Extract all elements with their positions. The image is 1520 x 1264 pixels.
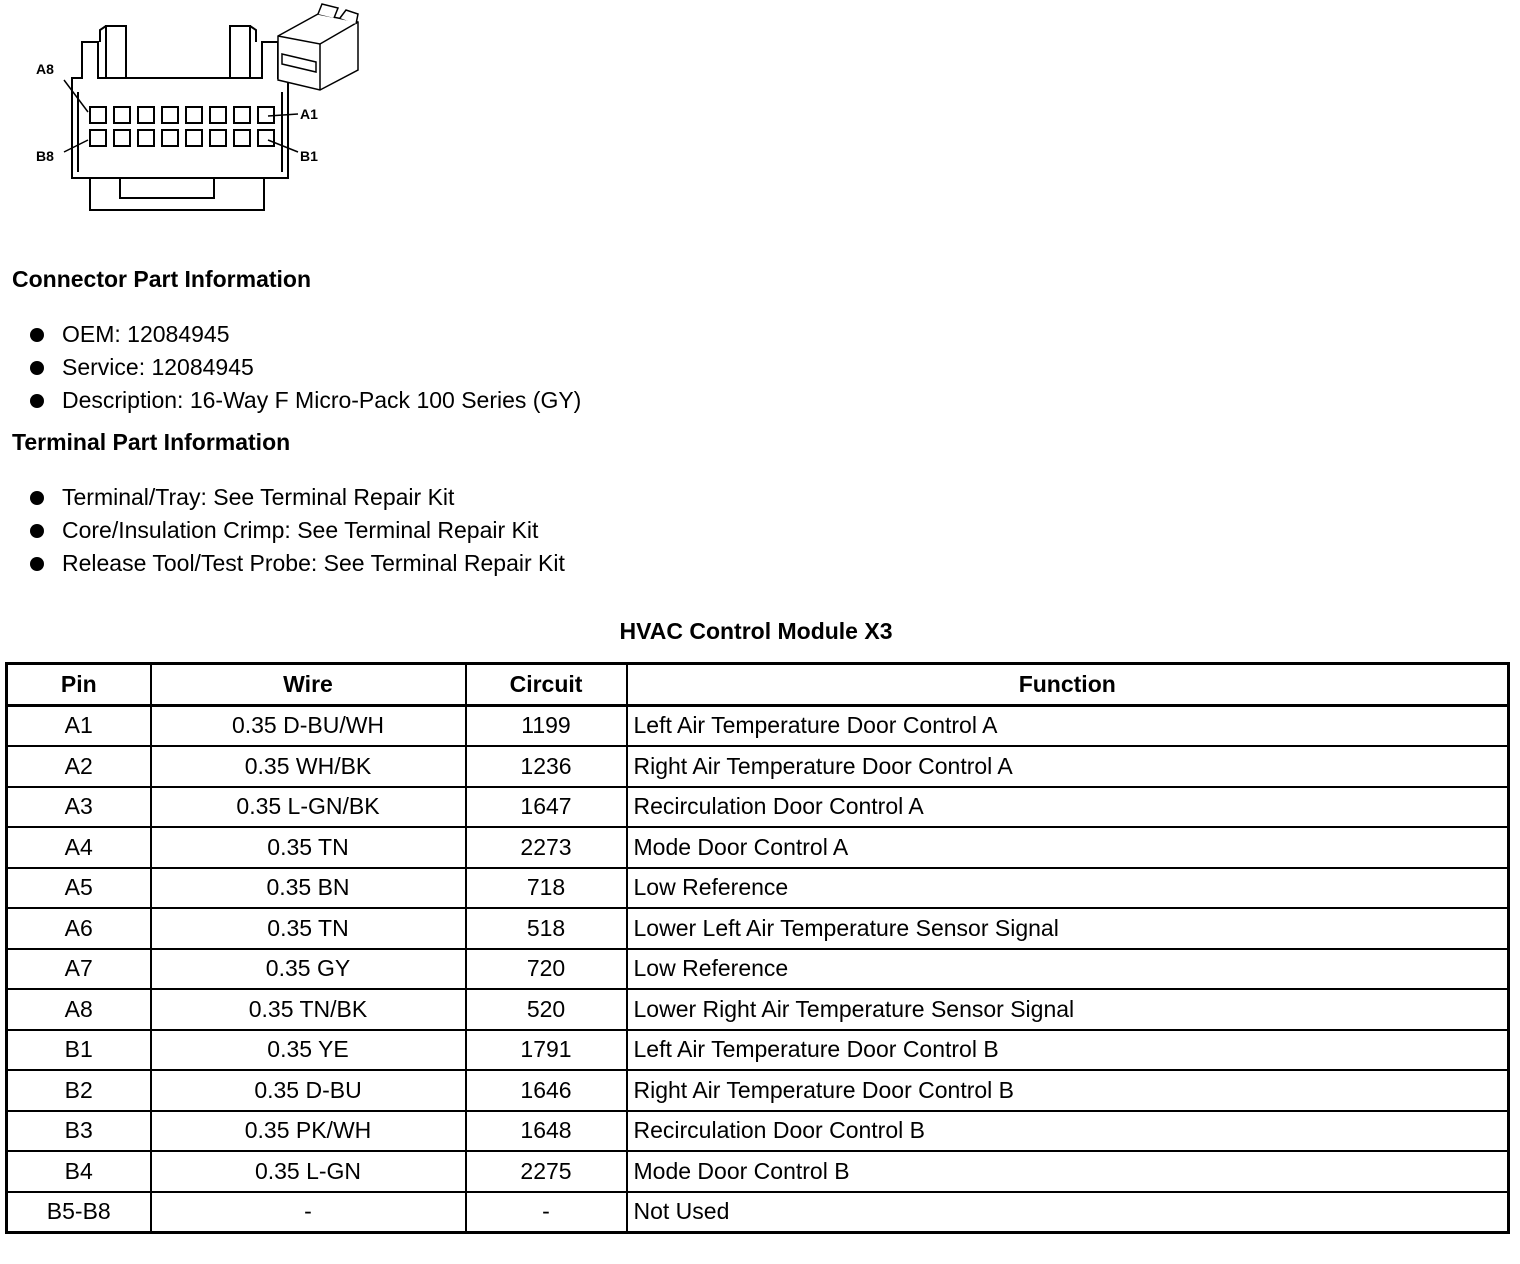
bullet-icon — [30, 491, 44, 505]
circuit-cell: 1647 — [466, 787, 627, 828]
table-row — [7, 989, 1509, 1030]
table-row — [7, 1070, 1509, 1111]
table-row — [7, 868, 1509, 909]
terminal-part-info-heading: Terminal Part Information — [12, 429, 291, 455]
bullet-icon — [30, 557, 44, 571]
table-row — [7, 1151, 1509, 1192]
connector-part-info-heading: Connector Part Information — [12, 266, 312, 292]
function-cell: Right Air Temperature Door Control B — [627, 1070, 1509, 1111]
circuit-cell: 520 — [466, 989, 627, 1030]
circuit-cell: 720 — [466, 949, 627, 990]
circuit-cell: 1791 — [466, 1030, 627, 1071]
function-cell: Recirculation Door Control B — [627, 1111, 1509, 1152]
pin-cell: A4 — [7, 827, 151, 868]
connector-3d-view — [278, 4, 358, 90]
pin-label-b8: B8 — [36, 148, 54, 164]
list-item: Service: 12084945 — [30, 351, 581, 384]
function-cell: Left Air Temperature Door Control B — [627, 1030, 1509, 1071]
wire-cell: 0.35 TN — [151, 827, 466, 868]
pin-cavity — [258, 130, 274, 146]
wire-cell: 0.35 D-BU — [151, 1070, 466, 1111]
pin-cell: B5-B8 — [7, 1192, 151, 1233]
circuit-cell: 718 — [466, 868, 627, 909]
wire-cell: 0.35 YE — [151, 1030, 466, 1071]
wire-cell: 0.35 GY — [151, 949, 466, 990]
connector-part-info-list — [30, 318, 581, 417]
function-cell: Low Reference — [627, 949, 1509, 990]
pin-cell: A6 — [7, 908, 151, 949]
pin-cavities — [90, 107, 274, 146]
table-header-row — [7, 664, 1509, 706]
wire-cell: 0.35 BN — [151, 868, 466, 909]
pin-cavity — [234, 130, 250, 146]
column-header-wire: Wire — [151, 664, 466, 706]
function-cell: Lower Right Air Temperature Sensor Signal — [627, 989, 1509, 1030]
pin-cavity — [210, 107, 226, 123]
circuit-cell: - — [466, 1192, 627, 1233]
pin-cell: B1 — [7, 1030, 151, 1071]
bullet-icon — [30, 524, 44, 538]
pin-cell: A7 — [7, 949, 151, 990]
column-header-function: Function — [627, 664, 1509, 706]
pin-cell: A8 — [7, 989, 151, 1030]
function-cell: Mode Door Control A — [627, 827, 1509, 868]
wire-cell: 0.35 L-GN — [151, 1151, 466, 1192]
pin-cell: B3 — [7, 1111, 151, 1152]
function-cell: Recirculation Door Control A — [627, 787, 1509, 828]
table-row — [7, 746, 1509, 787]
circuit-cell: 2275 — [466, 1151, 627, 1192]
circuit-cell: 1199 — [466, 705, 627, 746]
pin-cavity — [210, 130, 226, 146]
pin-cavity — [186, 130, 202, 146]
bullet-icon — [30, 361, 44, 375]
pin-cavity — [138, 130, 154, 146]
circuit-cell: 1646 — [466, 1070, 627, 1111]
pin-label-a8: A8 — [36, 61, 54, 77]
pin-cavity — [90, 130, 106, 146]
function-cell: Low Reference — [627, 868, 1509, 909]
table-row — [7, 1192, 1509, 1233]
table-row — [7, 787, 1509, 828]
table-row — [7, 908, 1509, 949]
circuit-cell: 1648 — [466, 1111, 627, 1152]
wire-cell: - — [151, 1192, 466, 1233]
circuit-cell: 2273 — [466, 827, 627, 868]
pin-cavity — [90, 107, 106, 123]
list-item: Description: 16-Way F Micro-Pack 100 Series (GY) — [30, 384, 581, 417]
table-row — [7, 949, 1509, 990]
wire-cell: 0.35 WH/BK — [151, 746, 466, 787]
list-item: Terminal/Tray: See Terminal Repair Kit — [30, 481, 565, 514]
table-row — [7, 1111, 1509, 1152]
pin-cell: A5 — [7, 868, 151, 909]
pin-cell: A3 — [7, 787, 151, 828]
bullet-icon — [30, 394, 44, 408]
function-cell: Not Used — [627, 1192, 1509, 1233]
pin-cavity — [234, 107, 250, 123]
list-item: OEM: 12084945 — [30, 318, 581, 351]
list-item: Core/Insulation Crimp: See Terminal Repair Kit — [30, 514, 565, 547]
list-item: Release Tool/Test Probe: See Terminal Repair Kit — [30, 547, 565, 580]
table-row — [7, 827, 1509, 868]
wire-cell: 0.35 PK/WH — [151, 1111, 466, 1152]
wire-cell: 0.35 TN/BK — [151, 989, 466, 1030]
pin-cavity — [162, 107, 178, 123]
pin-label-b1: B1 — [300, 148, 318, 164]
table-title: HVAC Control Module X3 — [619, 618, 893, 644]
pin-cavity — [114, 107, 130, 123]
terminal-part-info-list — [30, 481, 565, 580]
pinout-table — [5, 662, 1510, 1234]
pin-cavity — [162, 130, 178, 146]
pin-cavity — [186, 107, 202, 123]
bullet-icon — [30, 328, 44, 342]
function-cell: Right Air Temperature Door Control A — [627, 746, 1509, 787]
pin-cavity — [114, 130, 130, 146]
wire-cell: 0.35 D-BU/WH — [151, 705, 466, 746]
circuit-cell: 1236 — [466, 746, 627, 787]
pin-cell: B4 — [7, 1151, 151, 1192]
pin-cavity — [138, 107, 154, 123]
wire-cell: 0.35 L-GN/BK — [151, 787, 466, 828]
pin-label-a1: A1 — [300, 106, 318, 122]
pin-cavity — [258, 107, 274, 123]
pin-cell: B2 — [7, 1070, 151, 1111]
table-row — [7, 1030, 1509, 1071]
table-row — [7, 705, 1509, 746]
column-header-circuit: Circuit — [466, 664, 627, 706]
function-cell: Left Air Temperature Door Control A — [627, 705, 1509, 746]
wire-cell: 0.35 TN — [151, 908, 466, 949]
pin-cell: A2 — [7, 746, 151, 787]
function-cell: Mode Door Control B — [627, 1151, 1509, 1192]
pin-cell: A1 — [7, 705, 151, 746]
column-header-pin: Pin — [7, 664, 151, 706]
table-body — [7, 705, 1509, 1233]
connector-diagram — [20, 0, 380, 220]
circuit-cell: 518 — [466, 908, 627, 949]
function-cell: Lower Left Air Temperature Sensor Signal — [627, 908, 1509, 949]
